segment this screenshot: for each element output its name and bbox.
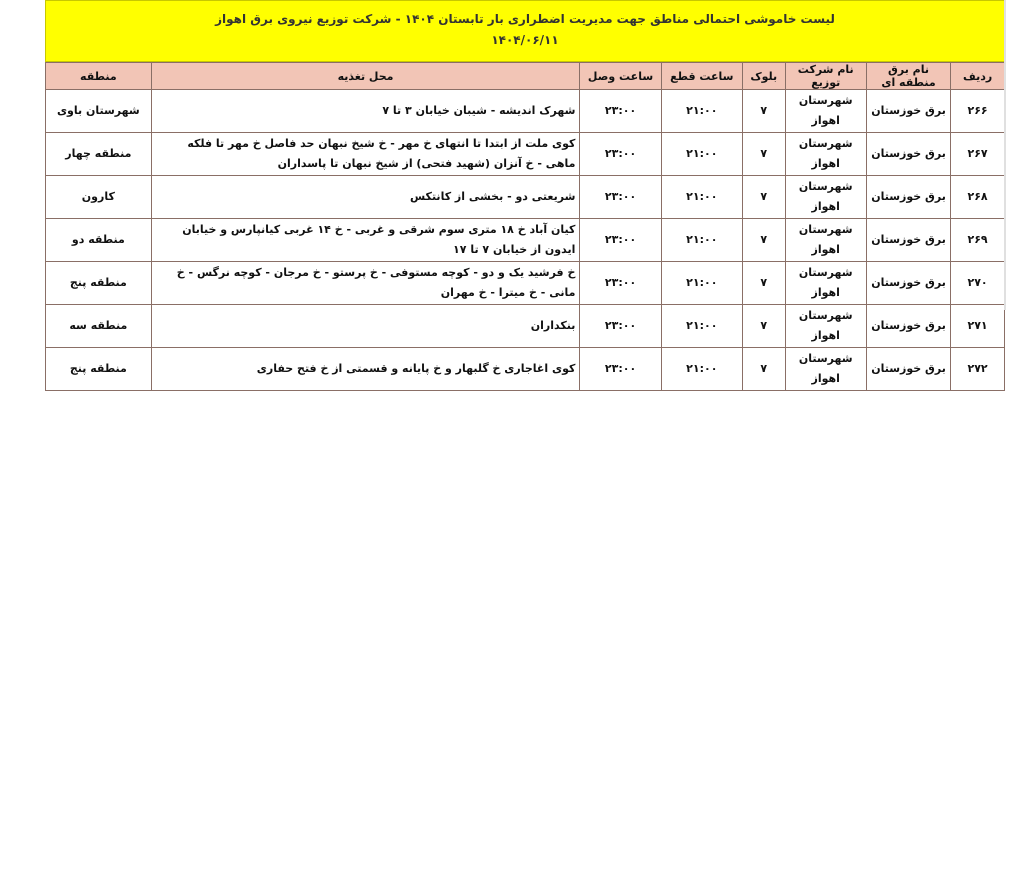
document-title: لیست خاموشی احتمالی مناطق جهت مدیریت اضطراری بار تابستان ۱۴۰۴ - شرکت توزیع نیروی برق اهواز	[215, 12, 835, 26]
table-row	[46, 219, 1005, 262]
document-date: ۱۴۰۴/۰۶/۱۱	[491, 33, 559, 47]
cell-regional-company: برق خوزستان	[866, 219, 950, 262]
cell-block: ۷	[742, 262, 785, 305]
cell-regional-company: برق خوزستان	[866, 305, 950, 348]
cell-cut-time: ۲۱:۰۰	[661, 219, 742, 262]
header-regional-company: نام برق منطقه ای	[866, 63, 950, 90]
header-distribution-company: نام شرکت توزیع	[785, 63, 866, 90]
page-edge-shadow	[1004, 0, 1006, 310]
cell-cut-time: ۲۱:۰۰	[661, 176, 742, 219]
header-row-no: ردیف	[951, 63, 1005, 90]
cell-block: ۷	[742, 133, 785, 176]
cell-row-no: ۲۷۲	[951, 348, 1005, 391]
cell-regional-company: برق خوزستان	[866, 90, 950, 133]
cell-row-no: ۲۶۹	[951, 219, 1005, 262]
cell-district: منطقه چهار	[46, 133, 152, 176]
table-row	[46, 133, 1005, 176]
header-connect-time: ساعت وصل	[580, 63, 661, 90]
cell-cut-time: ۲۱:۰۰	[661, 262, 742, 305]
cell-distribution-company: شهرستان اهواز	[785, 133, 866, 176]
cell-connect-time: ۲۳:۰۰	[580, 219, 661, 262]
cell-block: ۷	[742, 348, 785, 391]
cell-district: منطقه دو	[46, 219, 152, 262]
cell-connect-time: ۲۳:۰۰	[580, 348, 661, 391]
header-district: منطقه	[46, 63, 152, 90]
cell-connect-time: ۲۳:۰۰	[580, 262, 661, 305]
cell-feed-area: خ فرشید یک و دو - کوچه مستوفی - خ پرستو - خ مرجان - کوچه نرگس - خ مانی - خ میترا - خ مهران	[151, 262, 580, 305]
title-banner	[45, 0, 1005, 62]
cell-cut-time: ۲۱:۰۰	[661, 133, 742, 176]
cell-feed-area: بنکداران	[151, 305, 580, 348]
cell-feed-area: کوی ملت از ابتدا تا انتهای خ مهر - خ شیخ نبهان حد فاصل خ مهر تا فلکه ماهی - خ آنزان (شهید فتحی) از شیخ نبهان تا پاسداران	[151, 133, 580, 176]
cell-connect-time: ۲۳:۰۰	[580, 90, 661, 133]
cell-feed-area: شریعتی دو - بخشی از کانتکس	[151, 176, 580, 219]
cell-cut-time: ۲۱:۰۰	[661, 305, 742, 348]
cell-cut-time: ۲۱:۰۰	[661, 348, 742, 391]
cell-distribution-company: شهرستان اهواز	[785, 90, 866, 133]
cell-distribution-company: شهرستان اهواز	[785, 262, 866, 305]
cell-feed-area: کوی اغاجاری خ گلبهار و خ پایانه و قسمتی از خ فتح حفاری	[151, 348, 580, 391]
cell-connect-time: ۲۳:۰۰	[580, 305, 661, 348]
cell-regional-company: برق خوزستان	[866, 262, 950, 305]
table-row	[46, 176, 1005, 219]
cell-block: ۷	[742, 305, 785, 348]
cell-district: منطقه سه	[46, 305, 152, 348]
table-row	[46, 90, 1005, 133]
cell-row-no: ۲۷۰	[951, 262, 1005, 305]
header-cut-time: ساعت قطع	[661, 63, 742, 90]
cell-feed-area: کیان آباد خ ۱۸ متری سوم شرقی و غربی - خ ۱۴ غربی کیانپارس و خیابان ایدون از خیابان ۷ تا ۱۷	[151, 219, 580, 262]
cell-regional-company: برق خوزستان	[866, 133, 950, 176]
cell-row-no: ۲۶۷	[951, 133, 1005, 176]
cell-district: کارون	[46, 176, 152, 219]
cell-row-no: ۲۶۶	[951, 90, 1005, 133]
table-row	[46, 262, 1005, 305]
cell-row-no: ۲۷۱	[951, 305, 1005, 348]
cell-distribution-company: شهرستان اهواز	[785, 176, 866, 219]
cell-row-no: ۲۶۸	[951, 176, 1005, 219]
cell-distribution-company: شهرستان اهواز	[785, 219, 866, 262]
cell-district: منطقه پنج	[46, 348, 152, 391]
cell-cut-time: ۲۱:۰۰	[661, 90, 742, 133]
cell-district: منطقه پنج	[46, 262, 152, 305]
table-header-row	[46, 63, 1005, 90]
cell-regional-company: برق خوزستان	[866, 348, 950, 391]
cell-feed-area: شهرک اندیشه - شیبان خیابان ۳ تا ۷	[151, 90, 580, 133]
cell-district: شهرستان باوی	[46, 90, 152, 133]
cell-regional-company: برق خوزستان	[866, 176, 950, 219]
cell-connect-time: ۲۳:۰۰	[580, 133, 661, 176]
cell-connect-time: ۲۳:۰۰	[580, 176, 661, 219]
header-block: بلوک	[742, 63, 785, 90]
header-feed-area: محل تغذیه	[151, 63, 580, 90]
table-row	[46, 348, 1005, 391]
table-row	[46, 305, 1005, 348]
cell-block: ۷	[742, 90, 785, 133]
cell-distribution-company: شهرستان اهواز	[785, 348, 866, 391]
cell-block: ۷	[742, 219, 785, 262]
cell-distribution-company: شهرستان اهواز	[785, 305, 866, 348]
outage-schedule-table	[45, 62, 1005, 391]
cell-block: ۷	[742, 176, 785, 219]
